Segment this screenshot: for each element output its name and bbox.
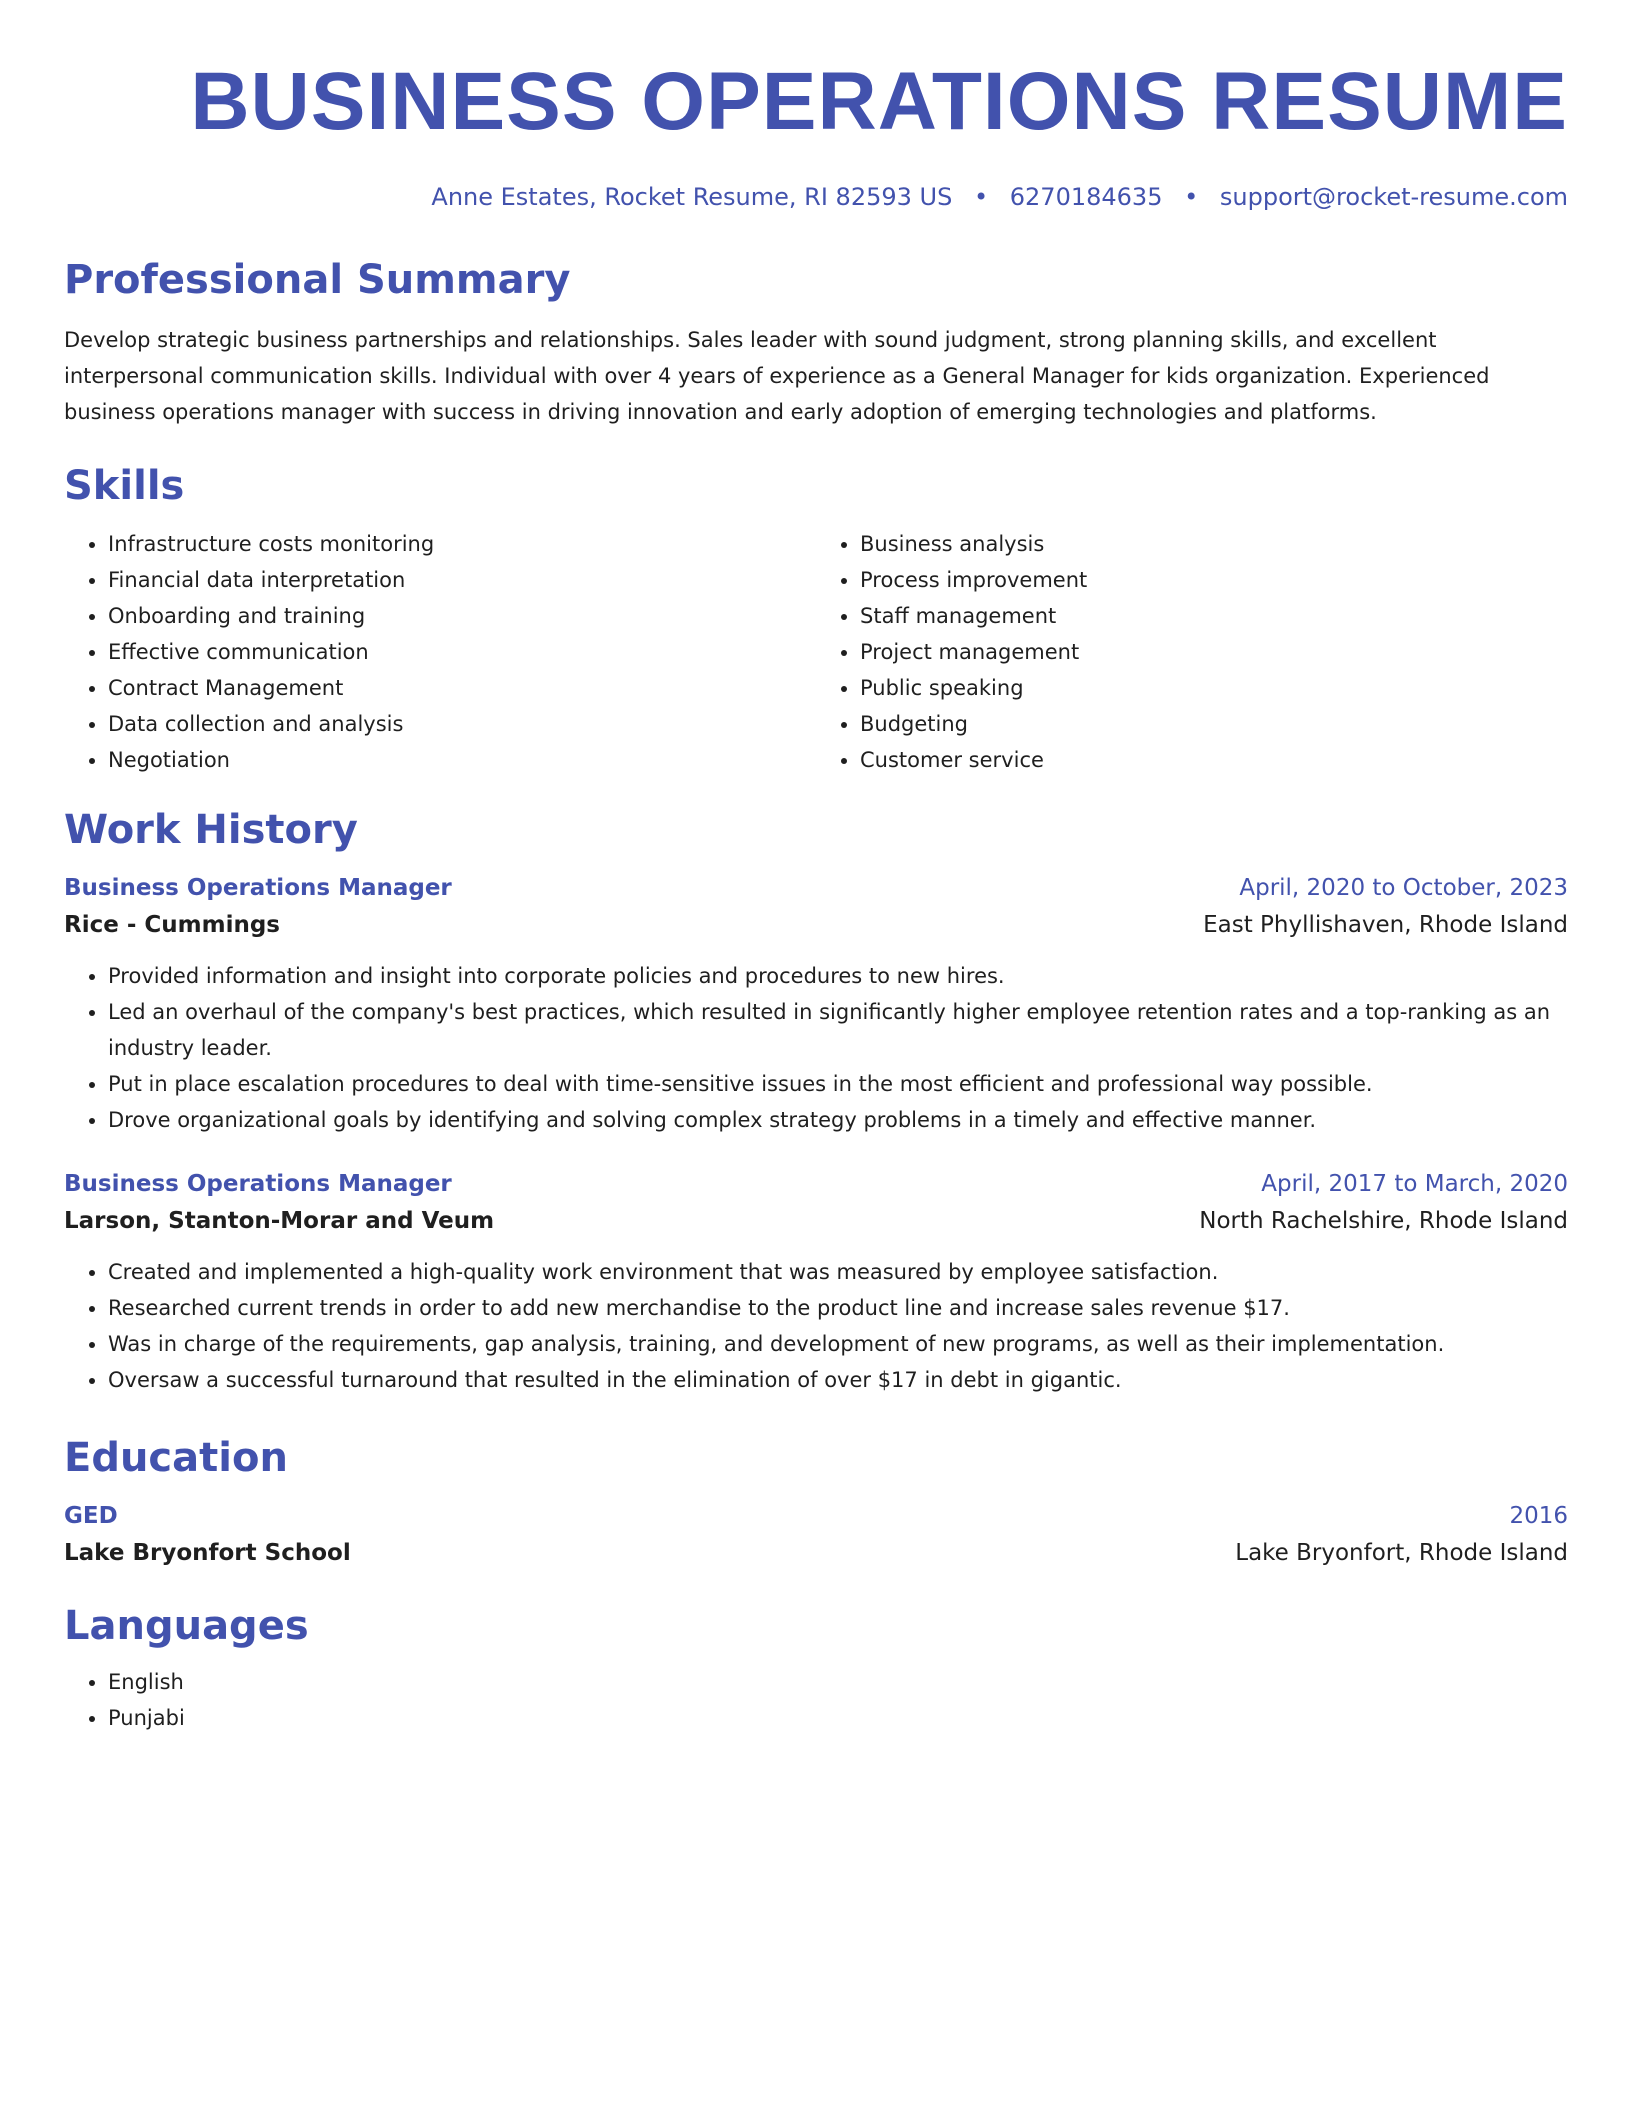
education-location: Lake Bryonfort, Rhode Island [1235,1540,1568,1566]
contact-email[interactable]: support@rocket-resume.com [1219,183,1568,211]
skill-item: • Infrastructure costs monitoring [108,526,816,562]
job-header-row [64,1166,1568,1202]
contact-address: Anne Estates, Rocket Resume, RI 82593 US [431,183,953,211]
job-location: North Rachelshire, Rhode Island [1199,1208,1568,1234]
job-role: Business Operations Manager [64,875,452,901]
skill-item: • Contract Management [108,670,816,706]
languages-heading: Languages [64,1603,309,1649]
job-location: East Phyllishaven, Rhode Island [1203,912,1568,938]
work-history-section [64,806,1568,1398]
contact-phone: 6270184635 [1009,183,1163,211]
education-entry [64,1498,1568,1572]
education-degree: GED [64,1503,118,1529]
skill-item: • Data collection and analysis [108,706,816,742]
resume-header [64,56,1568,212]
education-header-row [64,1498,1568,1534]
skill-item: • Staff management [860,598,1568,634]
job-bullet: • Put in place escalation procedures to deal with time-sensitive issues in the most efficient and professional way possible. [108,1066,1568,1102]
skill-item: • Public speaking [860,670,1568,706]
job-entry [64,870,1568,1138]
education-heading: Education [64,1435,288,1481]
summary-section [64,256,1568,430]
job-bullet: • Drove organizational goals by identifying and solving complex strategy problems in a timely and effective manner. [108,1102,1568,1138]
skill-item: • Negotiation [108,742,816,778]
job-bullets [64,1254,1568,1398]
job-bullet: • Led an overhaul of the company's best practices, which resulted in significantly higher employee retention rates and a top-ranking as an industry leader. [108,994,1568,1066]
contact-line [64,182,1568,212]
resume-title: BUSINESS OPERATIONS RESUME [190,56,1568,147]
skills-grid [64,526,1568,778]
job-dates: April, 2017 to March, 2020 [1261,1171,1568,1197]
job-bullets [64,958,1568,1138]
job-bullet: • Researched current trends in order to add new merchandise to the product line and increase sales revenue $17. [108,1290,1568,1326]
skill-item: • Onboarding and training [108,598,816,634]
skills-list-left [64,526,816,778]
skills-heading: Skills [64,463,185,509]
summary-text: Develop strategic business partnerships and relationships. Sales leader with sound judgment, strong planning skills, and excellent interpersonal communication skills. Individual with over 4 years of experience as a General Manager for kids organization. Experienced business operations manager with success in driving innovation and early adoption of emerging technologies and platforms. [64,328,1490,424]
job-company-row [64,1202,1568,1240]
job-company-row [64,906,1568,944]
skill-item: • Customer service [860,742,1568,778]
job-company: Larson, Stanton-Morar and Veum [64,1208,495,1234]
skill-item: • Project management [860,634,1568,670]
summary-heading: Professional Summary [64,257,571,303]
skills-list-right [816,526,1568,778]
skill-item: • Budgeting [860,706,1568,742]
skills-section [64,462,1568,778]
job-bullet: • Oversaw a successful turnaround that resulted in the elimination of over $17 in debt in gigantic. [108,1362,1568,1398]
job-company: Rice - Cummings [64,912,280,938]
education-school: Lake Bryonfort School [64,1540,351,1566]
languages-list [64,1664,1568,1736]
job-dates: April, 2020 to October, 2023 [1239,875,1568,901]
job-entry [64,1166,1568,1398]
job-role: Business Operations Manager [64,1171,452,1197]
skill-item: • Effective communication [108,634,816,670]
skill-item: • Financial data interpretation [108,562,816,598]
job-bullet: • Was in charge of the requirements, gap analysis, training, and development of new programs, as well as their implementation. [108,1326,1568,1362]
contact-separator: • [1184,183,1199,211]
skill-item: • Process improvement [860,562,1568,598]
languages-section [64,1602,1568,1736]
job-bullet: • Provided information and insight into corporate policies and procedures to new hires. [108,958,1568,994]
job-bullet: • Created and implemented a high-quality work environment that was measured by employee satisfaction. [108,1254,1568,1290]
contact-separator: • [973,183,989,211]
language-item: • English [108,1664,1568,1700]
job-header-row [64,870,1568,906]
education-year: 2016 [1509,1503,1568,1529]
education-school-row [64,1534,1568,1572]
skill-item: • Business analysis [860,526,1568,562]
language-item: • Punjabi [108,1700,1568,1736]
education-section [64,1434,1568,1572]
work-history-heading: Work History [64,807,358,853]
